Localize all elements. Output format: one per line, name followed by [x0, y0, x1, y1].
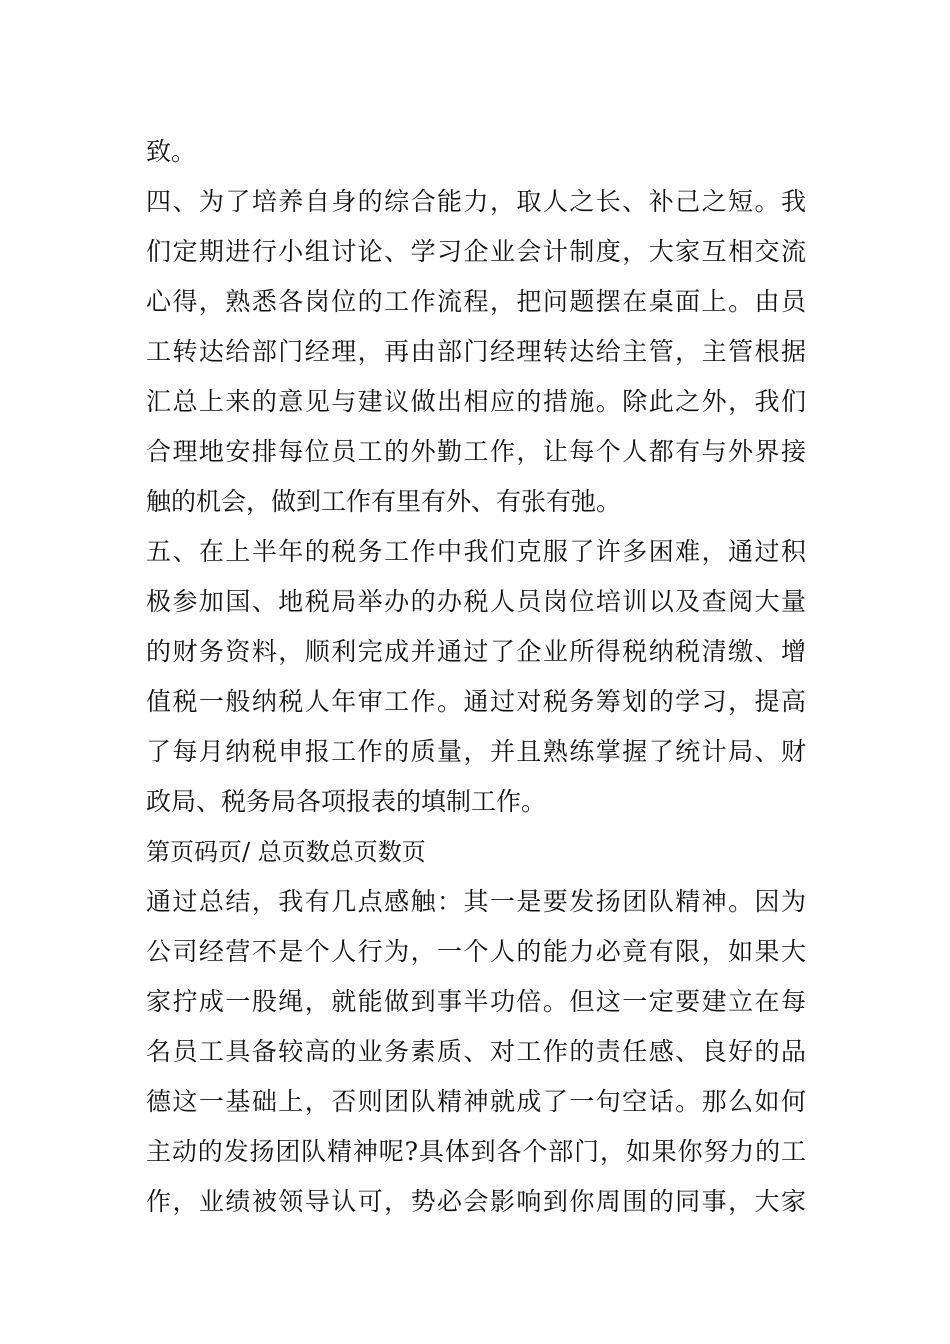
- text-line: 作，业绩被领导认可，势必会影响到你周围的同事，大家: [146, 1187, 806, 1216]
- document-body: [146, 127, 806, 1227]
- text-line: 工转达给部门经理，再由部门经理转达给主管，主管根据: [146, 337, 806, 366]
- text-line: 名员工具备较高的业务素质、对工作的责任感、良好的品: [146, 1037, 806, 1066]
- text-line: 家拧成一股绳，就能做到事半功倍。但这一定要建立在每: [146, 987, 806, 1016]
- text-line: 五、在上半年的税务工作中我们克服了许多困难，通过积: [146, 537, 806, 566]
- text-line: 心得，熟悉各岗位的工作流程，把问题摆在桌面上。由员: [146, 287, 806, 316]
- text-line: 主动的发扬团队精神呢?具体到各个部门，如果你努力的工: [146, 1137, 806, 1166]
- text-line: 通过总结，我有几点感触：其一是要发扬团队精神。因为: [146, 887, 806, 916]
- text-line: 触的机会，做到工作有里有外、有张有弛。: [146, 487, 622, 516]
- text-line: 四、为了培养自身的综合能力，取人之长、补己之短。我: [146, 187, 806, 216]
- text-line: 的财务资料，顺利完成并通过了企业所得税纳税清缴、增: [146, 637, 806, 666]
- text-line: 们定期进行小组讨论、学习企业会计制度，大家互相交流: [146, 237, 806, 266]
- text-line: 了每月纳税申报工作的质量，并且熟练掌握了统计局、财: [146, 737, 806, 766]
- page-number-line: 第页码页/ 总页数总页数页: [146, 838, 426, 866]
- text-line: 德这一基础上，否则团队精神就成了一句空话。那么如何: [146, 1087, 806, 1116]
- text-line: 值税一般纳税人年审工作。通过对税务筹划的学习，提高: [146, 687, 806, 716]
- text-line: 极参加国、地税局举办的办税人员岗位培训以及查阅大量: [146, 587, 806, 616]
- text-line: 汇总上来的意见与建议做出相应的措施。除此之外，我们: [146, 387, 806, 416]
- text-line: 致。: [146, 137, 197, 166]
- text-line: 政局、税务局各项报表的填制工作。: [146, 787, 547, 816]
- text-line: 合理地安排每位员工的外勤工作，让每个人都有与外界接: [146, 437, 806, 466]
- text-line: 公司经营不是个人行为，一个人的能力必竟有限，如果大: [146, 937, 806, 966]
